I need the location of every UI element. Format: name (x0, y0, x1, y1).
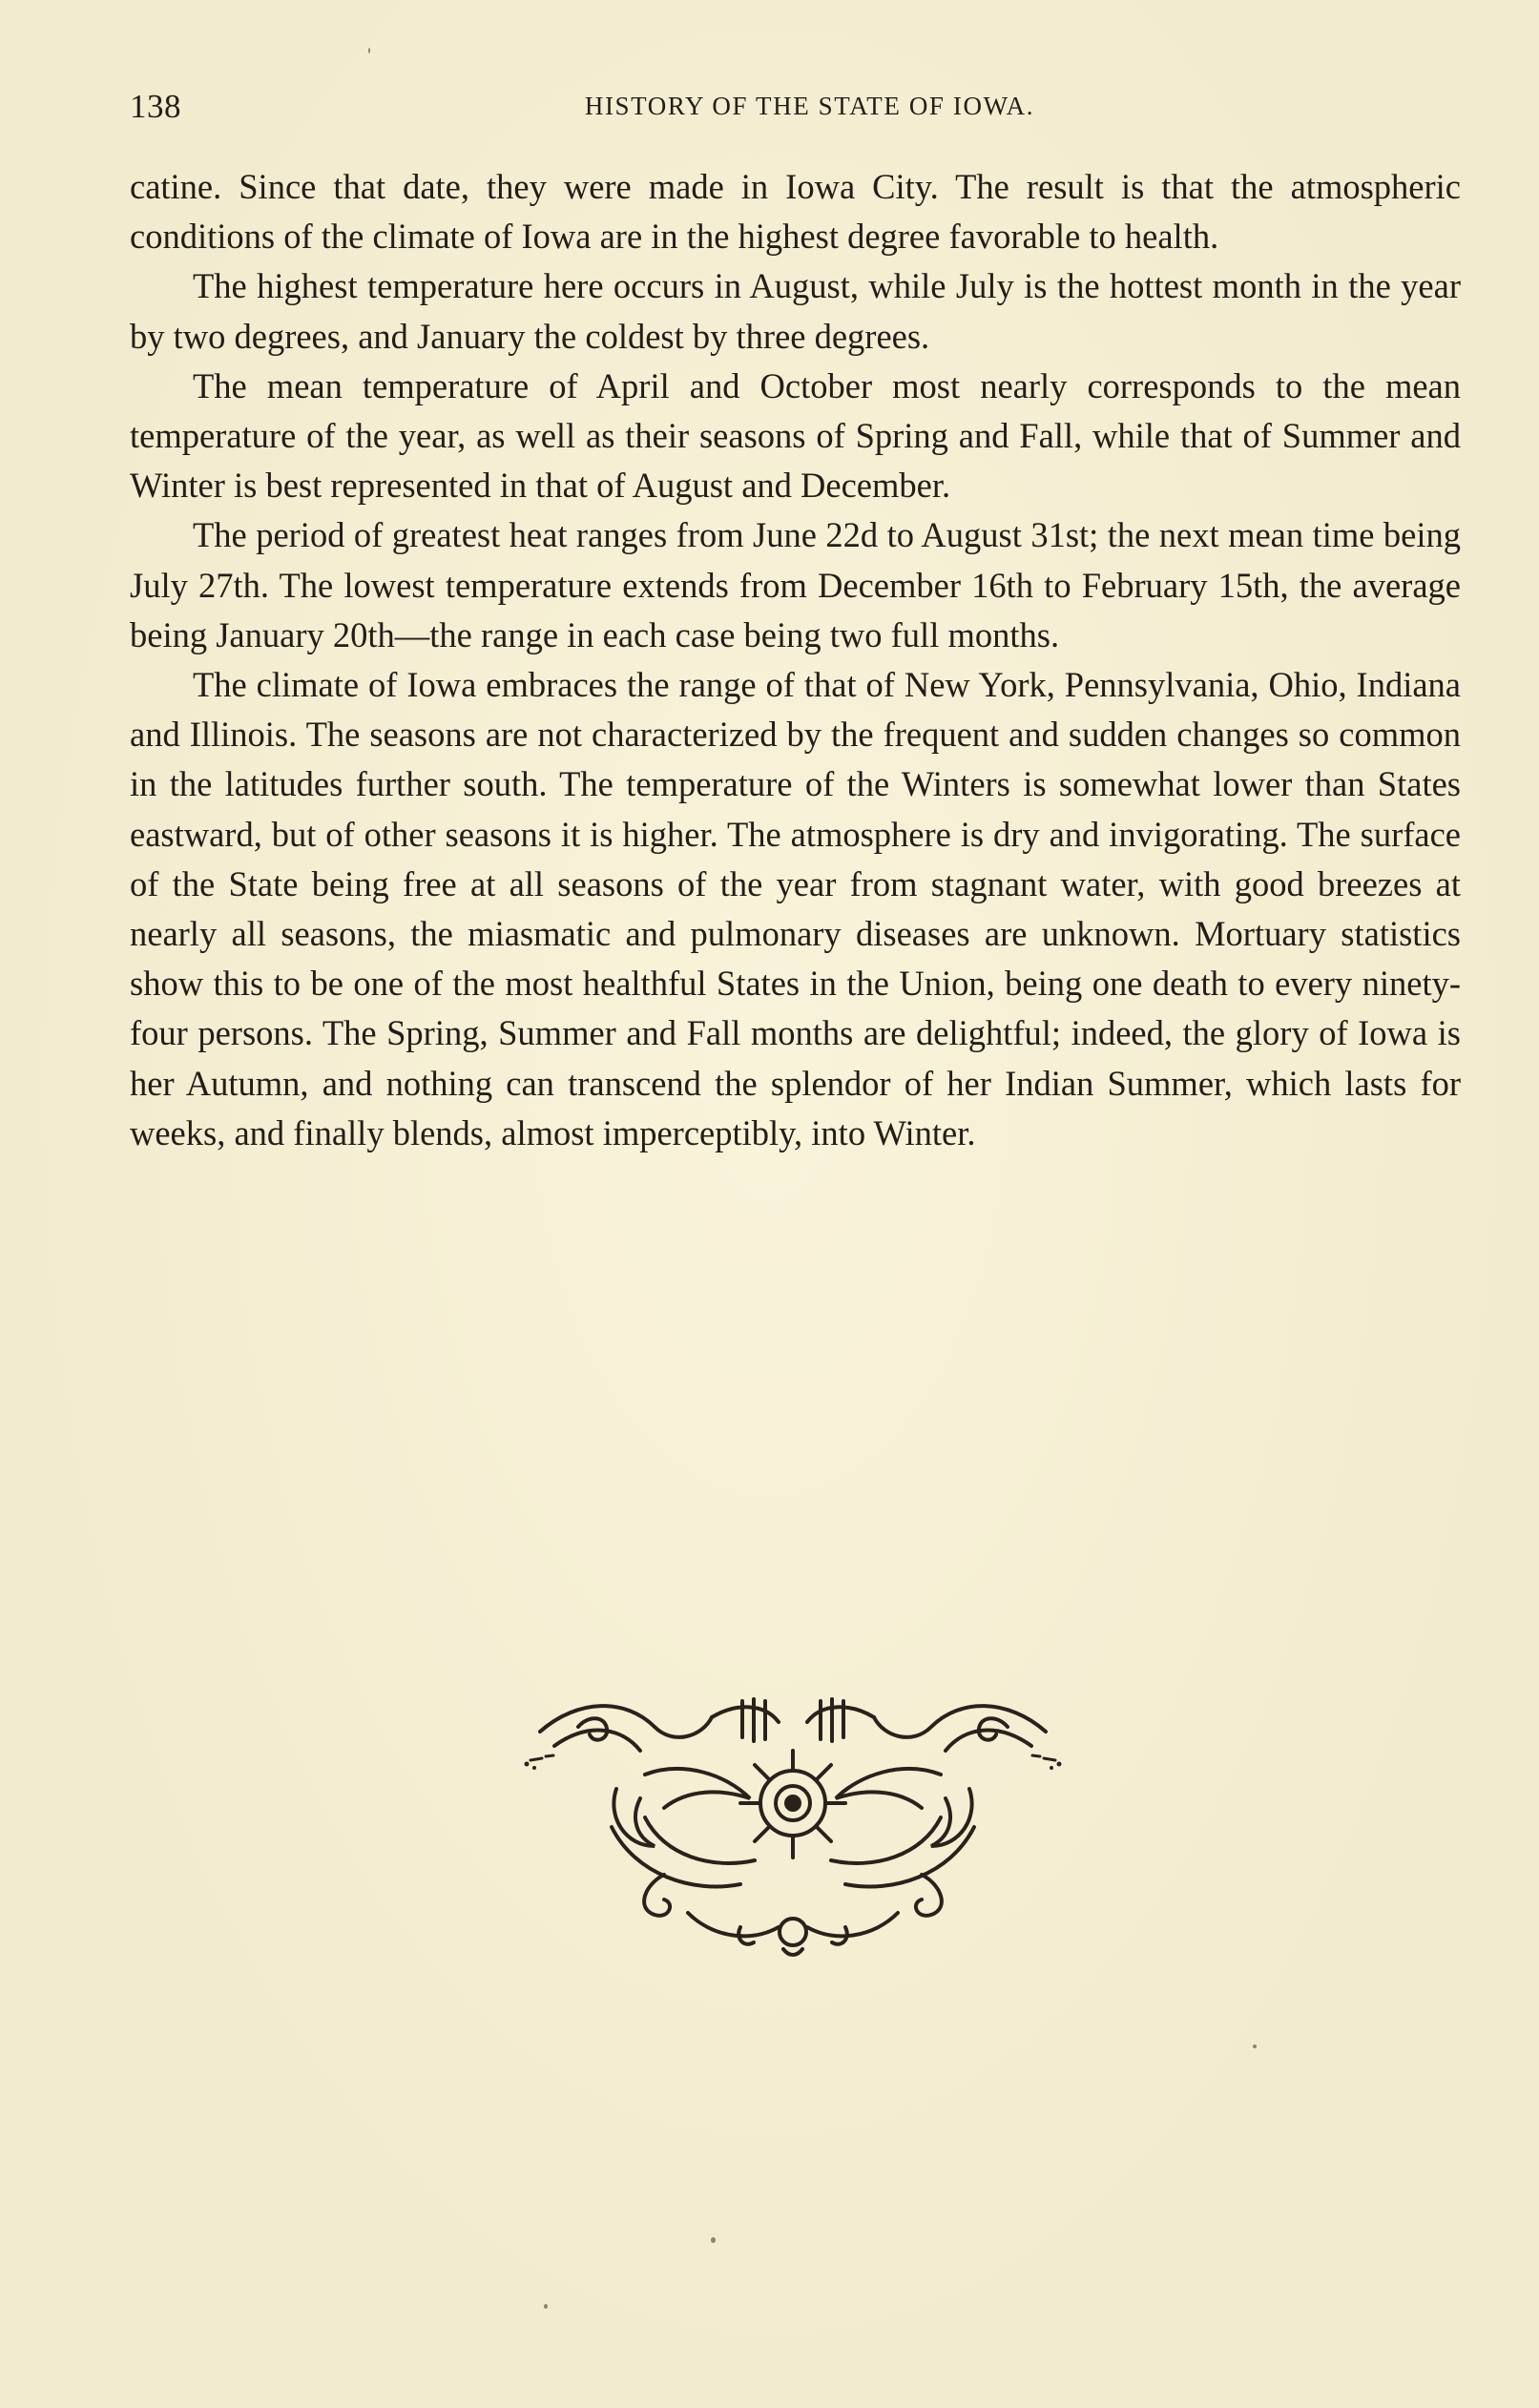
running-head (130, 88, 1461, 135)
paper-speck (711, 2237, 716, 2243)
paragraph-2: The highest temperature here occurs in August, while July is the hottest month in the year by two degrees, and January the coldest by three degrees. (130, 266, 1461, 356)
paragraph-4: The period of greatest heat ranges from June 22d to August 31st; the next mean time being July 27th. The lowest temperature extends from December 16th to February 15th, the average being January 20th—the range in each case being two full months. (130, 515, 1461, 654)
body-text (130, 162, 1461, 1158)
paragraph-5: The climate of Iowa embraces the range of that of New York, Pennsylvania, Ohio, Indiana and Illinois. The seasons are not characterized by the frequent and sudden changes so common in the latitudes further south. The temperature of the Winters is somewhat lower than States eastward, but of other seasons it is higher. The atmosphere is dry and invigorating. The surface of the State being free at all seasons of the year from stagnant water, with good breezes at nearly all seasons, the miasmatic and pulmonary diseases are unknown. Mortuary statistics show this to be one of the most healthful States in the Union, being one death to every ninety-four persons. The Spring, Summer and Fall months are delightful; indeed, the glory of Iowa is her Autumn, and nothing can transcend the splendor of her Indian Summer, which lasts for weeks, and finally blends, almost imperceptibly, into Winter. (130, 665, 1461, 1152)
running-title: HISTORY OF THE STATE OF IOWA. (584, 92, 1035, 120)
paragraph-1: catine. Since that date, they were made in Iowa City. The result is that the atmospheric conditions of the climate of Iowa are in the highest degree favorable to health. (130, 167, 1461, 257)
paper-speck (1253, 2045, 1257, 2048)
tailpiece-ornament-icon (521, 1693, 1065, 1961)
paper-speck (544, 2304, 548, 2309)
paper-speck (368, 48, 370, 53)
paragraph-3: The mean temperature of April and October most nearly corresponds to the mean temperature of the year, as well as their seasons of Spring and Fall, while that of Summer and Winter is best represented in that of August and December. (130, 365, 1461, 506)
page-number: 138 (130, 88, 181, 125)
